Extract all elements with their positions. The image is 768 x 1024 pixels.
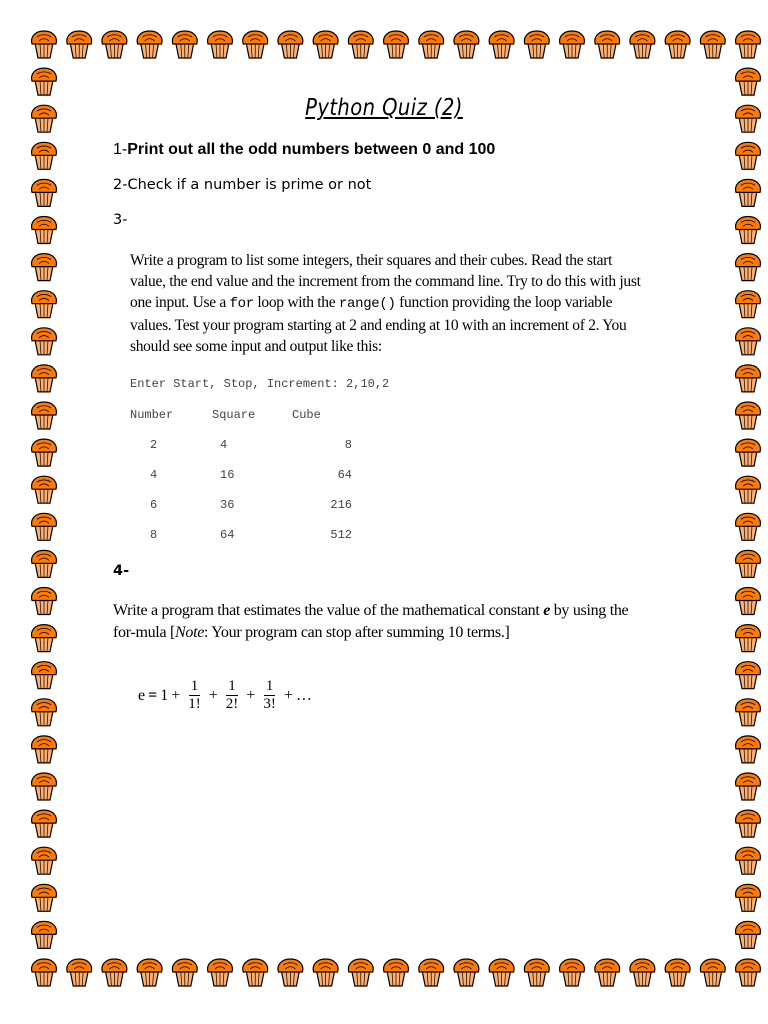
question-3-text [130,250,650,357]
question-4-text-part: by using the for-mula [ [113,602,629,641]
table-cell: 2 [150,438,158,452]
fraction-denominator: 3! [263,696,276,712]
question-4-number: 4- [113,563,130,579]
formula-lhs: e [138,686,146,704]
column-header-square: Square [212,408,256,422]
table-cell: 8 [344,438,352,452]
formula-plus: + [246,686,256,704]
question-2: 2-Check if a number is prime or not [113,177,372,193]
fraction-denominator: 1! [188,696,201,712]
question-3-text-part: loop with the [253,294,339,311]
fraction-numerator: 1 [265,678,274,694]
formula-fraction [186,678,203,713]
question-4-text-part: : Your program can stop after summing 10 terms.] [204,624,510,641]
table-cell: 4 [220,438,228,452]
table-cell: 8 [150,528,158,542]
column-header-cube: Cube [292,408,321,422]
question-3-text-part: Write a program to list some integers, their squares and their cubes. Read the start value, the end value and the increment from the command line. Try to do this with just one input. Use a [130,252,641,311]
table-cell: 16 [220,468,235,482]
fraction-denominator: 2! [225,696,239,712]
column-header-number: Number [130,408,174,422]
table-header-row [130,408,352,438]
formula-plus: + [208,686,218,704]
question-4-text-part: Write a program that estimates the value of the mathematical constant [113,602,544,619]
table-row [130,438,352,468]
table-cell: 64 [337,468,352,482]
question-3-text-part: function providing the loop variable values. Test your program starting at 2 and ending at 10 with an increment of 2. You should see some input and output like this: [130,294,627,355]
table-cell: 64 [220,528,235,542]
constant-e: e [543,602,551,619]
formula-fraction [261,678,278,713]
question-1-number: 1- [113,141,128,158]
table-cell: 6 [150,498,158,512]
formula-ellipsis: … [295,686,312,704]
sample-output-table [130,408,352,558]
formula-equals: = [148,686,158,704]
e-series-formula [138,678,312,713]
table-row [130,468,352,498]
formula-plus: + [171,686,181,704]
table-cell: 36 [220,498,235,512]
code-range-function: range() [338,296,396,312]
fraction-numerator: 1 [228,678,236,694]
formula-term-one: 1 [160,686,169,704]
sample-input-line: Enter Start, Stop, Increment: 2,10,2 [130,377,390,391]
fraction-numerator: 1 [190,678,199,694]
note-label: Note [175,624,205,641]
question-3-number: 3- [113,212,128,228]
table-row [130,528,352,558]
formula-plus: + [283,686,293,704]
table-row [130,498,352,528]
page-title: Python Quiz (2) [305,95,463,121]
question-1-text: Print out all the odd numbers between 0 and 100 [127,141,496,158]
table-cell: 216 [330,498,352,512]
question-1 [113,141,495,159]
code-for-keyword: for [229,296,254,312]
formula-fraction [224,678,241,713]
question-4-text [113,600,643,644]
table-cell: 4 [150,468,158,482]
table-cell: 512 [330,528,352,542]
